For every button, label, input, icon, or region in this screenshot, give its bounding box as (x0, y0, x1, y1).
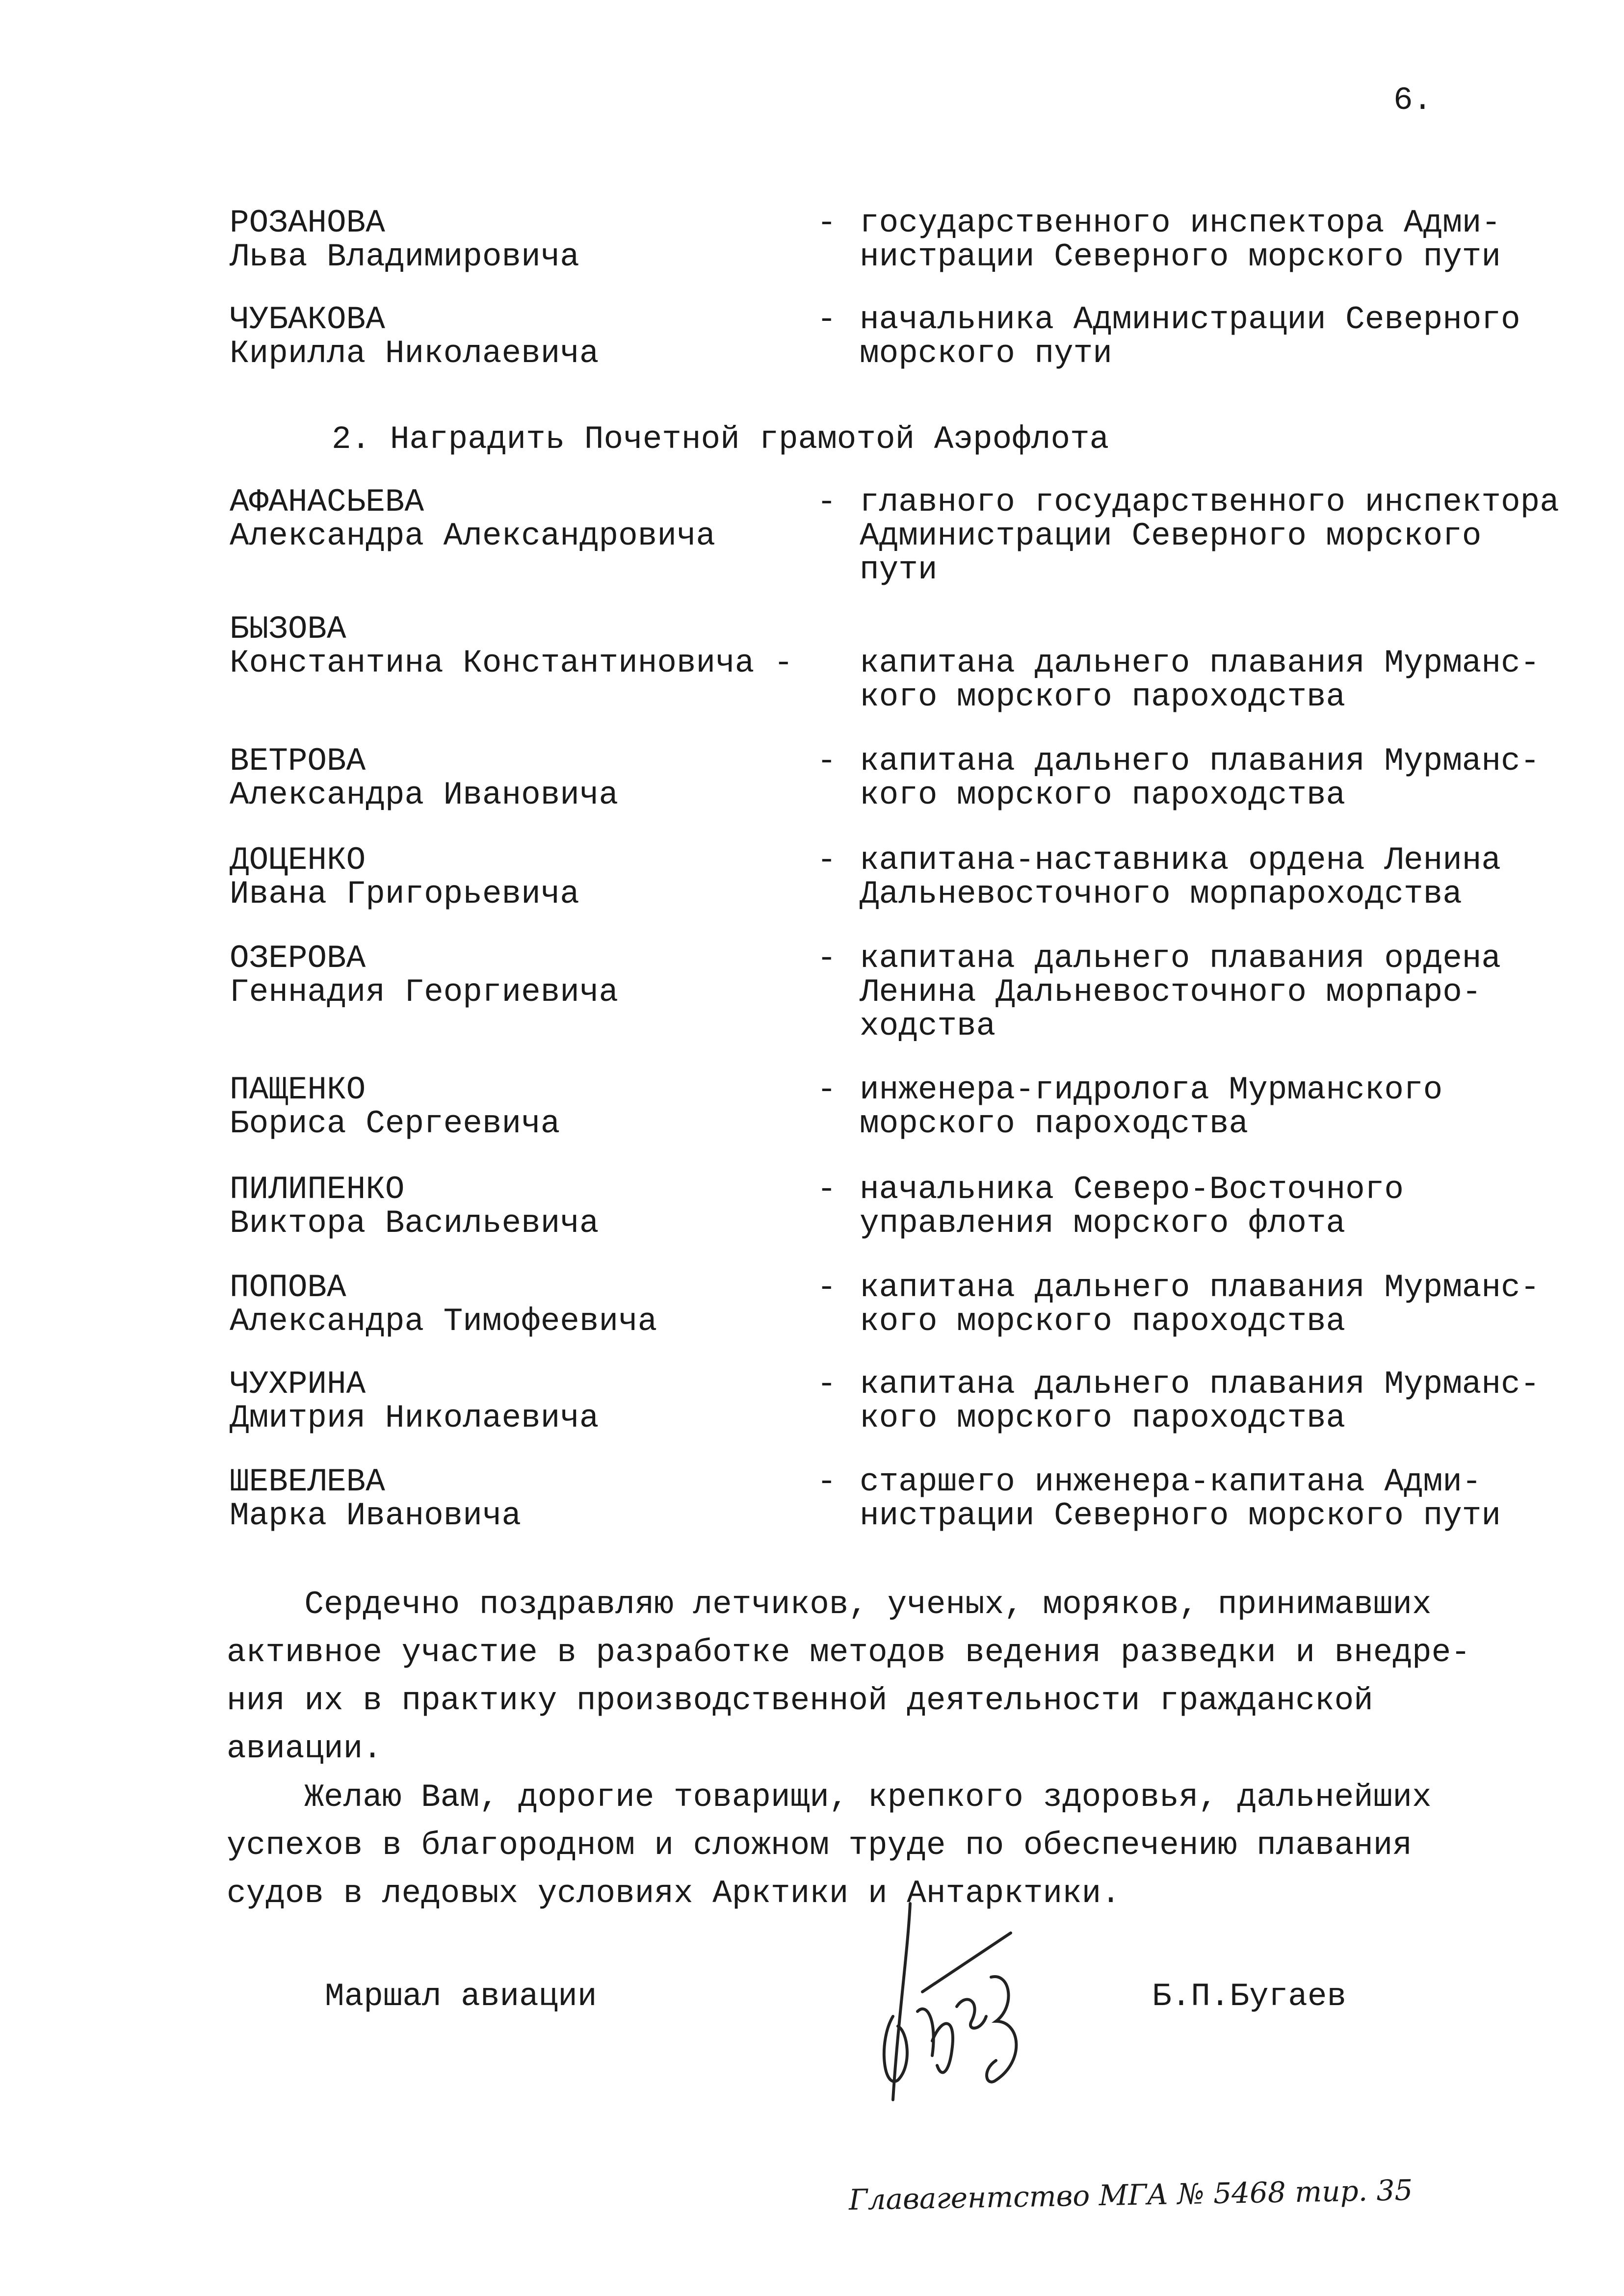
recipient-surname: ЧУХРИНА (230, 1366, 366, 1403)
dash-separator: - (817, 205, 837, 241)
position-line: кого морского пароходства (860, 1303, 1346, 1340)
dash-separator: - (817, 1171, 837, 1208)
recipient-position (860, 1271, 1540, 1338)
handwritten-signature (864, 1894, 1070, 2129)
dash-separator: - (817, 484, 837, 521)
position-line: государственного инспектора Адми- (860, 205, 1501, 241)
recipient-given-names: Константина Константиновича - (230, 645, 793, 681)
position-line: старшего инженера-капитана Адми- (860, 1463, 1482, 1500)
recipient-given-names: Ивана Григорьевича (230, 876, 579, 913)
signatory-title: Маршал авиации (325, 1978, 597, 2015)
dash-separator: - (817, 743, 837, 780)
position-line: капитана-наставника ордена Ленина (860, 842, 1501, 879)
position-line: капитана дальнего плавания ордена (860, 940, 1501, 977)
position-line: Администрации Северного морского (860, 518, 1482, 554)
position-line: инженера-гидролога Мурманского (860, 1071, 1443, 1108)
recipient-position (860, 843, 1501, 911)
print-run-note: Главагентство МГА № 5468 тир. 35 (848, 2173, 1413, 2217)
signatory-name: Б.П.Бугаев (1152, 1978, 1347, 2015)
position-line: морского пути (860, 335, 1112, 372)
recipient-given-names: Бориса Сергеевича (230, 1105, 560, 1142)
dash-separator: - (817, 940, 837, 977)
recipient-position (860, 206, 1501, 274)
position-line: кого морского пароходства (860, 678, 1346, 715)
congratulation-paragraph (227, 1581, 1470, 1773)
section-2-heading: 2. Наградить Почетной грамотой Аэрофлота (332, 421, 1109, 458)
recipient-surname: ВЕТРОВА (230, 743, 366, 780)
recipient-position (860, 485, 1559, 587)
position-line: кого морского пароходства (860, 777, 1346, 813)
position-line: Ленина Дальневосточного морпаро- (860, 974, 1482, 1011)
position-line: нистрации Северного морского пути (860, 1497, 1501, 1534)
paragraph-line: Сердечно поздравляю летчиков, ученых, моряков, принимавших (227, 1586, 1432, 1623)
dash-separator: - (817, 1269, 837, 1306)
recipient-name (230, 485, 715, 553)
position-line: управления морского флота (860, 1205, 1346, 1242)
position-line: морского пароходства (860, 1105, 1249, 1142)
recipient-name (230, 1465, 521, 1533)
position-line: нистрации Северного морского пути (860, 238, 1501, 275)
recipient-surname: БЫЗОВА (230, 611, 346, 648)
recipient-given-names: Геннадия Георгиевича (230, 974, 619, 1011)
position-line: пути (860, 551, 938, 588)
recipient-name (230, 1367, 599, 1435)
recipient-position (860, 744, 1540, 812)
recipient-surname: ОЗЕРОВА (230, 940, 366, 977)
recipient-position (860, 1173, 1404, 1240)
recipient-surname: ПАЩЕНКО (230, 1071, 366, 1108)
recipient-name (230, 206, 579, 274)
dash-separator: - (817, 1071, 837, 1108)
position-line: Дальневосточного морпароходства (860, 876, 1462, 913)
recipient-given-names: Александра Тимофеевича (230, 1303, 657, 1340)
recipient-surname: ПОПОВА (230, 1269, 346, 1306)
paragraph-line: авиации. (227, 1730, 382, 1767)
dash-separator: - (817, 1463, 837, 1500)
recipient-surname: ДОЦЕНКО (230, 842, 366, 879)
recipient-given-names: Александра Александровича (230, 518, 716, 554)
recipient-given-names: Виктора Васильевича (230, 1205, 599, 1242)
recipient-given-names: Дмитрия Николаевича (230, 1400, 599, 1436)
position-line: ходства (860, 1008, 996, 1044)
wishes-paragraph (227, 1774, 1432, 1918)
dash-separator: - (817, 842, 837, 879)
recipient-position (860, 303, 1520, 370)
position-line: капитана дальнего плавания Мурманс- (860, 1269, 1540, 1306)
recipient-surname: РОЗАНОВА (230, 205, 385, 241)
recipient-position (860, 646, 1540, 714)
recipient-given-names: Марка Ивановича (230, 1497, 522, 1534)
paragraph-line: активное участие в разработке методов ведения разведки и внедре- (227, 1634, 1470, 1671)
recipient-given-names: Кирилла Николаевича (230, 335, 599, 372)
position-line: начальника Администрации Северного (860, 301, 1520, 338)
recipient-name (230, 612, 793, 680)
recipient-position (860, 941, 1501, 1043)
recipient-name (230, 1073, 560, 1141)
paragraph-line: судов в ледовых условиях Арктики и Антарктики. (227, 1875, 1121, 1912)
position-line: капитана дальнего плавания Мурманс- (860, 1366, 1540, 1403)
recipient-name (230, 941, 618, 1009)
recipient-given-names: Льва Владимировича (230, 238, 579, 275)
recipient-name (230, 303, 599, 370)
recipient-surname: ШЕВЕЛЕВА (230, 1463, 385, 1500)
recipient-name (230, 843, 579, 911)
position-line: начальника Северо-Восточного (860, 1171, 1404, 1208)
recipient-surname: ЧУБАКОВА (230, 301, 385, 338)
recipient-position (860, 1367, 1540, 1435)
page-number: 6. (1393, 82, 1433, 119)
position-line: капитана дальнего плавания Мурманс- (860, 743, 1540, 780)
paragraph-line: ния их в практику производственной деятельности гражданской (227, 1682, 1373, 1719)
paragraph-line: Желаю Вам, дорогие товарищи, крепкого здоровья, дальнейших (227, 1779, 1432, 1816)
recipient-name (230, 1271, 657, 1338)
recipient-position (860, 1073, 1442, 1141)
position-line: главного государственного инспектора (860, 484, 1559, 521)
dash-separator: - (817, 301, 837, 338)
recipient-given-names: Александра Ивановича (230, 777, 619, 813)
recipient-surname: АФАНАСЬЕВА (230, 484, 424, 521)
position-line: капитана дальнего плавания Мурманс- (860, 645, 1540, 681)
paragraph-line: успехов в благородном и сложном труде по обеспечению плавания (227, 1827, 1412, 1864)
recipient-surname: ПИЛИПЕНКО (230, 1171, 405, 1208)
recipient-name (230, 1173, 599, 1240)
recipient-position (860, 1465, 1501, 1533)
recipient-name (230, 744, 618, 812)
dash-separator: - (817, 1366, 837, 1403)
position-line: кого морского пароходства (860, 1400, 1346, 1436)
